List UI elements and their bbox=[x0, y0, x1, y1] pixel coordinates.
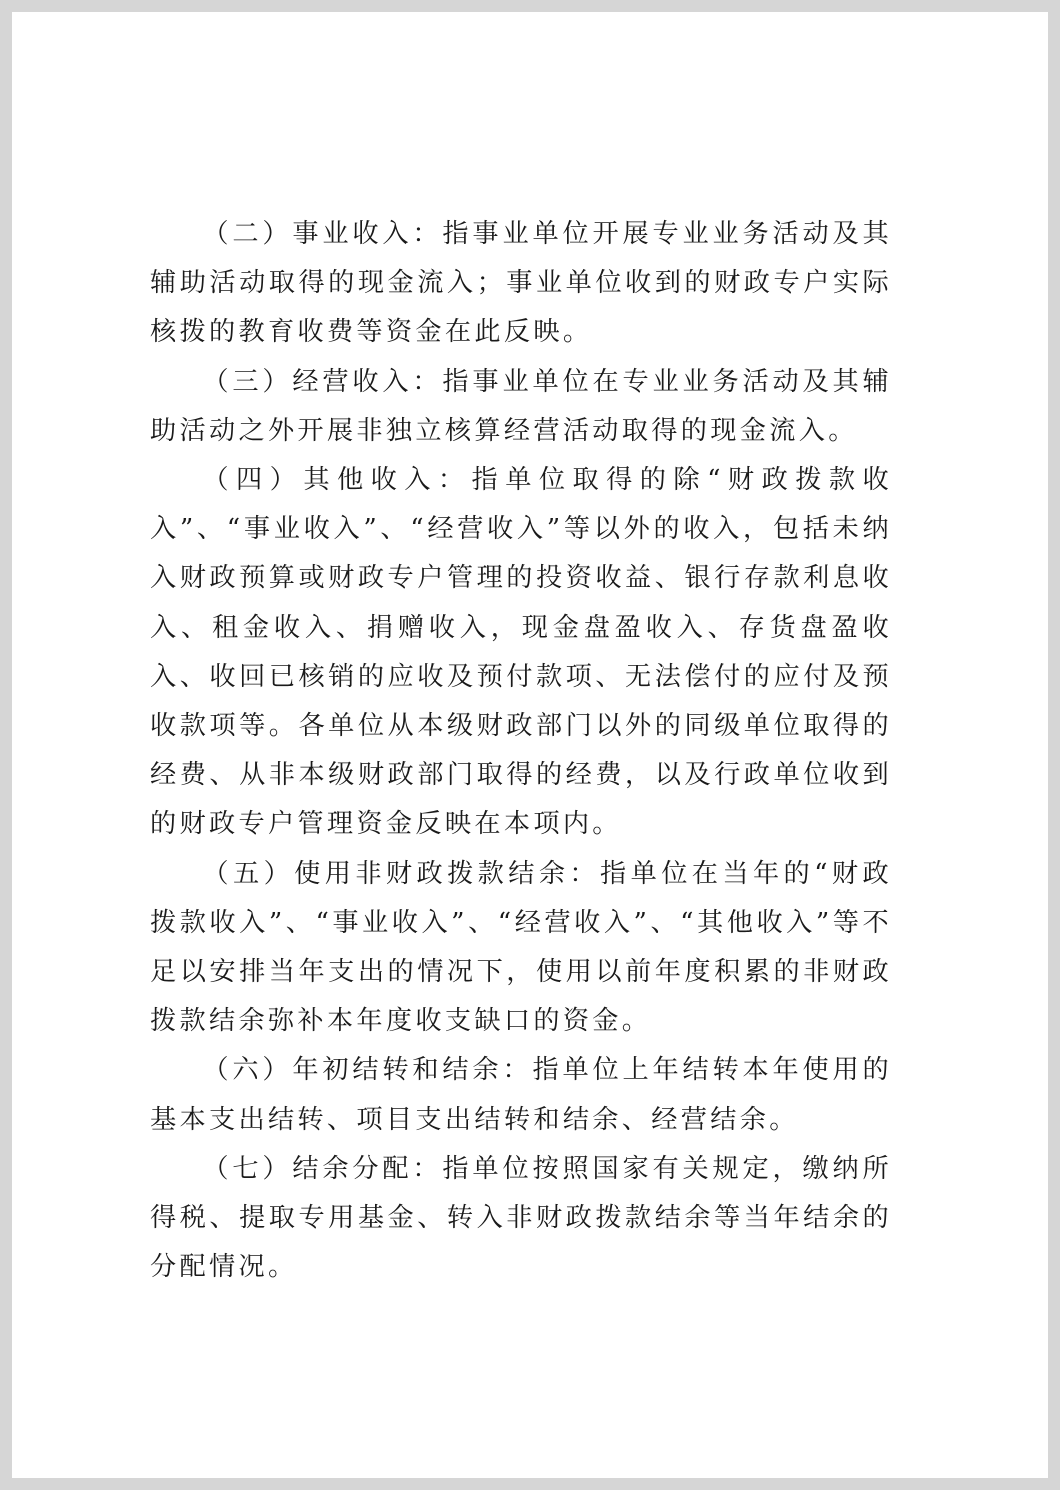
document-page bbox=[12, 12, 1048, 1478]
paragraph-business-income: （二）事业收入：指事业单位开展专业业务活动及其辅助活动取得的现金流入；事业单位收到的财政专户实际核拨的教育收费等资金在此反映。 bbox=[150, 219, 892, 348]
paragraph-balance-distribution: （七）结余分配：指单位按照国家有关规定，缴纳所得税、提取专用基金、转入非财政拨款结余等当年结余的分配情况。 bbox=[150, 1153, 892, 1283]
document-body bbox=[150, 210, 892, 1292]
paragraph-other-income: （四）其他收入：指单位取得的除“财政拨款收入”、“事业收入”、“经营收入”等以外的收入，包括未纳入财政预算或财政专户管理的投资收益、银行存款利息收入、租金收入、捐赠收入，现金盘盈收入、存货盘盈收入、收回已核销的应收及预付款项、无法偿付的应付及预收款项等。各单位从本级财政部门以外的同级单位取得的经费、从非本级财政部门取得的经费，以及行政单位收到的财政专户管理资金反映在本项内。 bbox=[150, 465, 892, 840]
paragraph-non-fiscal-balance-use: （五）使用非财政拨款结余：指单位在当年的“财政拨款收入”、“事业收入”、“经营收入”、“其他收入”等不足以安排当年支出的情况下，使用以前年度积累的非财政拨款结余弥补本年度收支缺口的资金。 bbox=[150, 858, 892, 1037]
paragraph-opening-carryover: （六）年初结转和结余：指单位上年结转本年使用的基本支出结转、项目支出结转和结余、经营结余。 bbox=[150, 1055, 892, 1135]
paragraph-operating-income: （三）经营收入：指事业单位在专业业务活动及其辅助活动之外开展非独立核算经营活动取得的现金流入。 bbox=[150, 366, 892, 446]
